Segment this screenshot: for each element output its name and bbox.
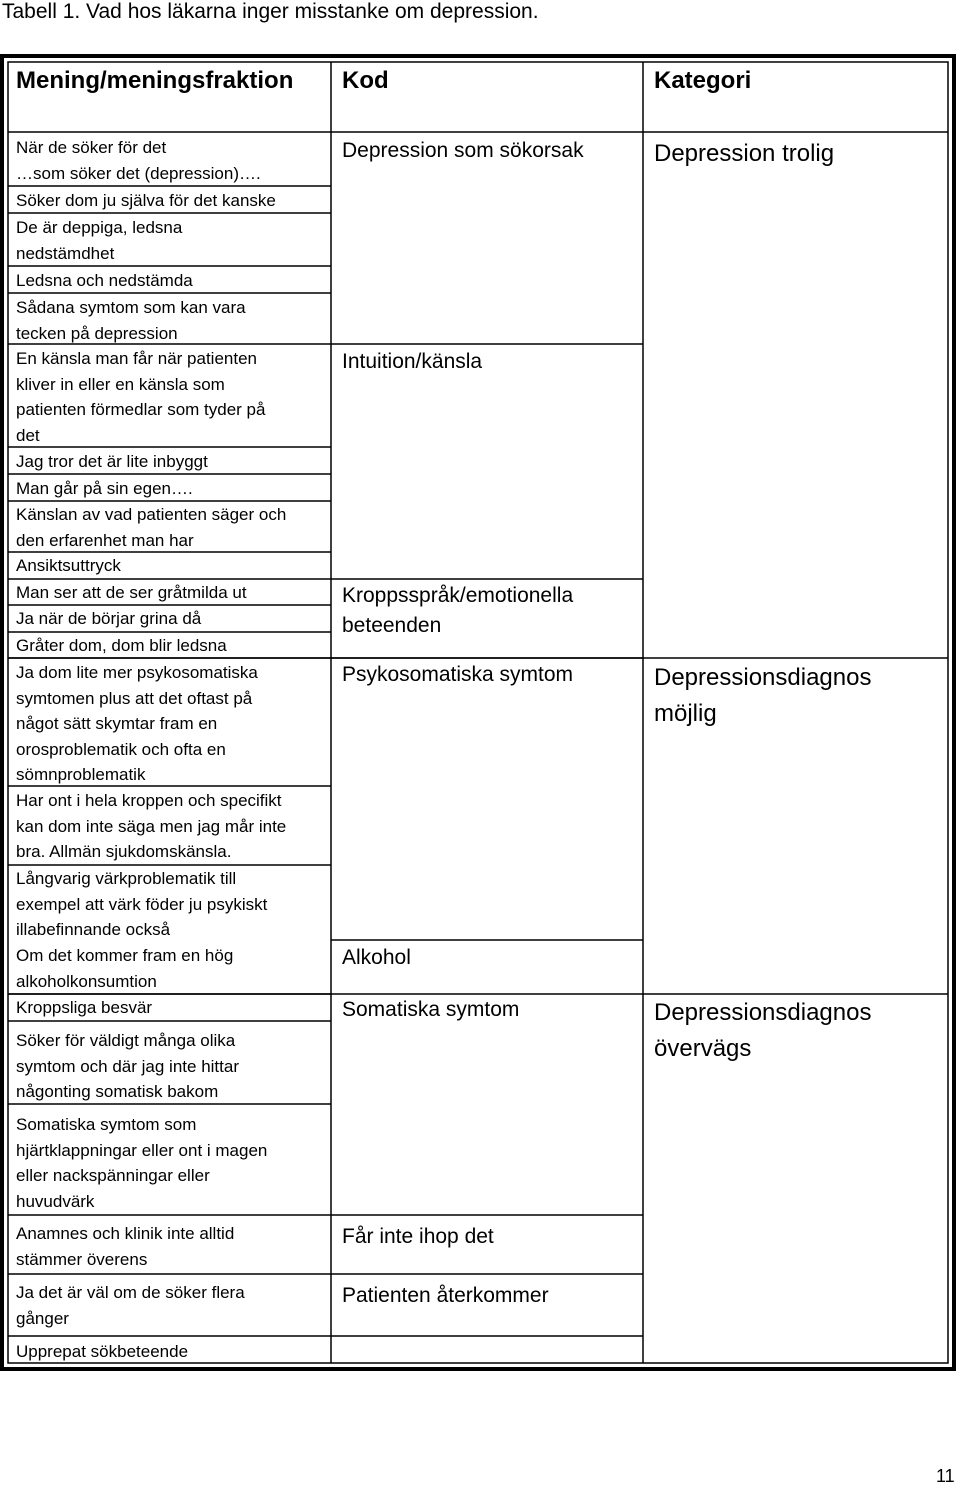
header-meaning: Mening/meningsfraktion	[16, 67, 294, 94]
meaning-cell: Anamnes och klinik inte alltid stämmer överens	[16, 1224, 235, 1269]
code-cell: Depression som sökorsak	[342, 139, 584, 162]
meaning-cell: Om det kommer fram en hög alkoholkonsumtion	[16, 946, 234, 991]
category-cell: Depressionsdiagnos möjlig	[654, 664, 872, 727]
meaning-cell: Har ont i hela kroppen och specifikt kan dom inte säga men jag mår inte bra. Allmän sjukdomskänsla.	[16, 791, 287, 862]
meaning-cell: När de söker för det …som söker det (depression)….	[16, 138, 261, 183]
meaning-cell: Somatiska symtom som hjärtklappningar eller ont i magen eller nackspänningar eller huvudvärk	[16, 1115, 268, 1211]
meaning-cell: Jag tror det är lite inbyggt	[16, 452, 208, 471]
meaning-cell: Upprepat sökbeteende	[16, 1342, 189, 1361]
code-cell: Får inte ihop det	[342, 1225, 494, 1248]
meaning-cell: Sådana symtom som kan vara tecken på depression	[16, 298, 246, 343]
meaning-cell: Långvarig värkproblematik till exempel att värk föder ju psykiskt illabefinnande också	[16, 869, 268, 940]
page-number: 11	[936, 1466, 955, 1486]
code-cell: Alkohol	[342, 946, 411, 969]
code-cell: Somatiska symtom	[342, 998, 520, 1021]
meaning-cell: Ledsna och nedstämda	[16, 271, 193, 290]
meaning-cell: Ja det är väl om de söker flera gånger	[16, 1283, 245, 1328]
code-cell: Patienten återkommer	[342, 1284, 549, 1307]
meaning-cell: Känslan av vad patienten säger och den erfarenhet man har	[16, 505, 287, 550]
meaning-cell: De är deppiga, ledsna nedstämdhet	[16, 218, 183, 263]
meaning-cell: Söker dom ju själva för det kanske	[16, 191, 276, 210]
meaning-cell: Kroppsliga besvär	[16, 998, 153, 1017]
header-code: Kod	[342, 67, 389, 94]
meaning-cell: Man går på sin egen….	[16, 479, 193, 498]
meaning-cell: Ansiktsuttryck	[16, 556, 121, 575]
meaning-cell: Ja dom lite mer psykosomatiska symtomen plus att det oftast på något sätt skymtar fram en orosproblematik och ofta en sömnproblematik	[16, 663, 258, 785]
meaning-cell: Man ser att de ser gråtmilda ut	[16, 583, 247, 602]
category-cell: Depressionsdiagnos övervägs	[654, 999, 872, 1062]
category-cell: Depression trolig	[654, 140, 835, 167]
code-cell: Psykosomatiska symtom	[342, 663, 574, 686]
meaning-cell: En känsla man får när patienten kliver in eller en känsla som patienten förmedlar som tyder på det	[16, 349, 266, 445]
meaning-cell: Ja när de börjar grina då	[16, 609, 202, 628]
table-caption: Tabell 1. Vad hos läkarna inger misstanke om depression.	[2, 0, 539, 23]
code-cell: Intuition/känsla	[342, 350, 483, 373]
meaning-cell: Gråter dom, dom blir ledsna	[16, 636, 227, 655]
code-cell: Kroppsspråk/emotionella beteenden	[342, 584, 574, 637]
header-category: Kategori	[654, 67, 752, 94]
meaning-cell: Söker för väldigt många olika symtom och där jag inte hittar någonting somatisk bakom	[16, 1031, 239, 1102]
